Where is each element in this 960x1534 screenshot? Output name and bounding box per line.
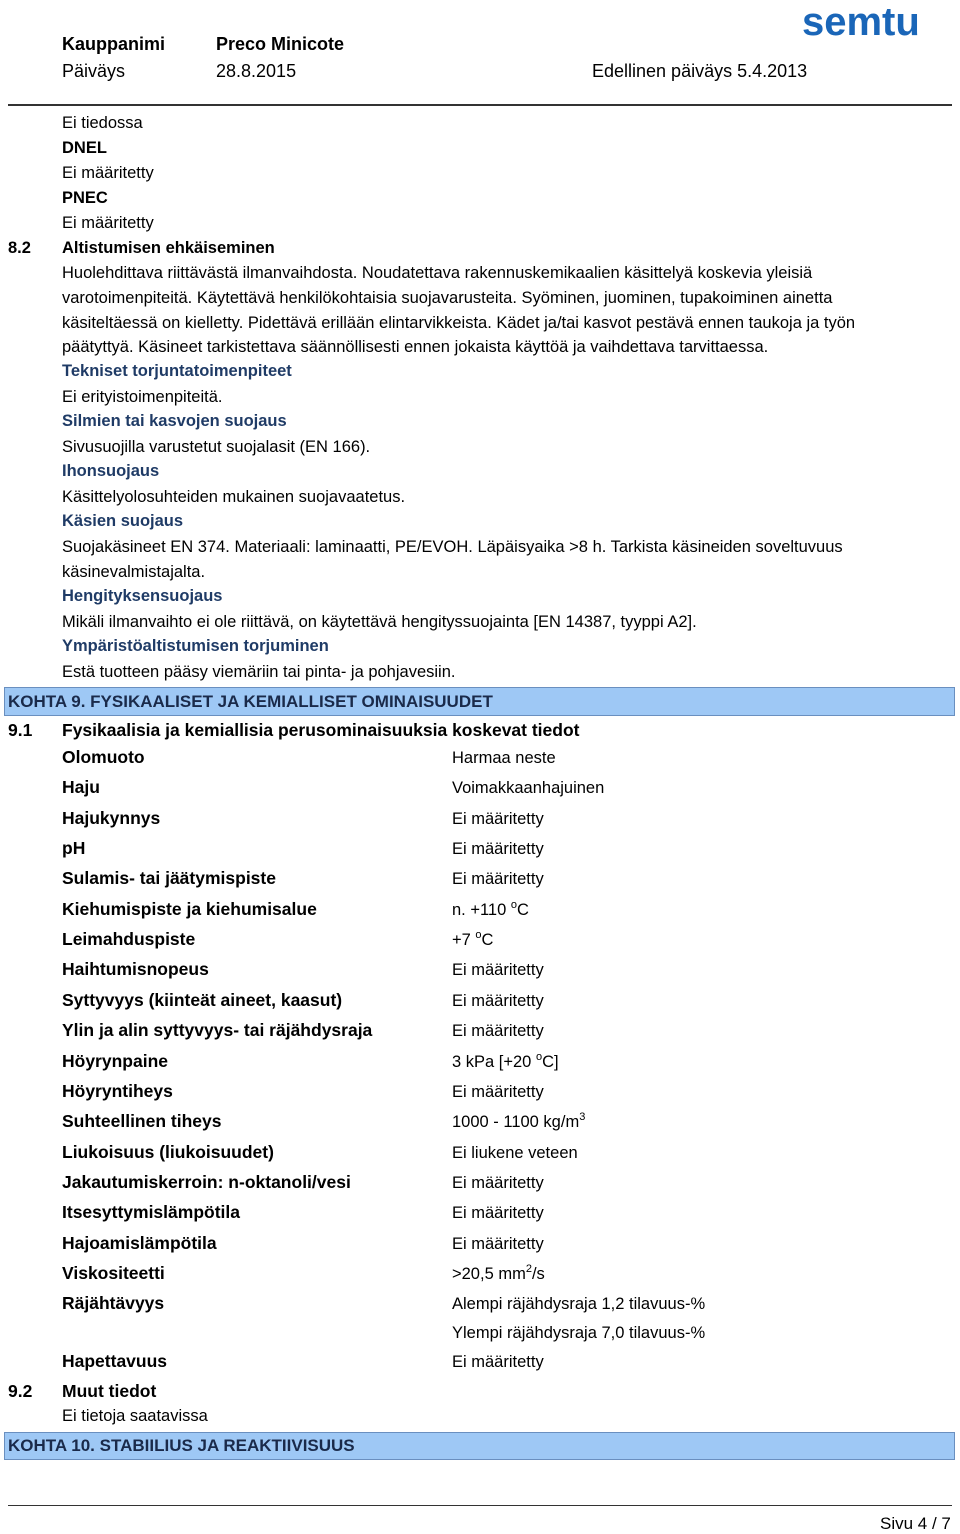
hand-protection-heading: Käsien suojaus xyxy=(62,512,184,530)
section-8-2-paragraph: varotoimenpiteitä. Käytettävä henkilökohtaisia suojavarusteita. Syöminen, juominen, tupakoiminen ainetta xyxy=(62,289,833,307)
section-9-heading: KOHTA 9. FYSIKAALISET JA KEMIALLISET OMINAISUUDET xyxy=(4,687,955,716)
semtu-logo: semtu xyxy=(802,0,920,44)
property-value-text: Alempi räjähdysraja 1,2 tilavuus-% xyxy=(452,1295,706,1313)
section-8-2-paragraph: päätyttyä. Käsineet tarkistettava säännöllisesti ennen jokaista käyttöä ja vaihdettava tarvittaessa. xyxy=(62,338,769,356)
property-value-text: 3 kPa [+20 xyxy=(452,1053,536,1071)
property-value-text: +7 xyxy=(452,931,476,949)
property-value xyxy=(452,1204,544,1223)
section-10-heading: KOHTA 10. STABIILIUS JA REAKTIIVISUUS xyxy=(4,1432,955,1460)
dnel-value: Ei määritetty xyxy=(62,164,154,182)
property-value-text: 1000 - 1100 kg/m xyxy=(452,1113,580,1131)
property-value xyxy=(452,1144,578,1163)
property-value-text: n. +110 xyxy=(452,901,511,919)
property-value xyxy=(452,1295,705,1314)
section-9-2-text: Ei tietoja saatavissa xyxy=(62,1407,208,1425)
property-label: Suhteellinen tiheys xyxy=(62,1111,222,1131)
property-value xyxy=(452,961,544,980)
property-value-text: Ei määritetty xyxy=(452,1235,544,1253)
skin-protection-heading: Ihonsuojaus xyxy=(62,462,160,480)
property-value xyxy=(452,840,544,859)
property-label: Leimahduspiste xyxy=(62,929,196,949)
property-label: Haju xyxy=(62,777,100,797)
pnec-value: Ei määritetty xyxy=(62,214,154,232)
environmental-exposure-heading: Ympäristöaltistumisen torjuminen xyxy=(62,637,329,655)
footer-divider xyxy=(8,1505,952,1506)
property-value xyxy=(452,901,529,920)
property-value-text: Harmaa neste xyxy=(452,749,556,767)
property-value-text: Ei määritetty xyxy=(452,870,544,888)
property-value xyxy=(452,810,544,829)
property-label: Sulamis- tai jäätymispiste xyxy=(62,868,276,888)
property-label: Höyrynpaine xyxy=(62,1051,168,1071)
property-value xyxy=(452,1265,545,1284)
property-value-text: Voimakkaanhajuinen xyxy=(452,779,605,797)
property-value xyxy=(452,870,544,889)
property-label: Hajukynnys xyxy=(62,808,161,828)
property-value-superscript: o xyxy=(535,1051,543,1063)
property-value xyxy=(452,992,544,1011)
property-value-text: Ei määritetty xyxy=(452,1174,544,1192)
property-value xyxy=(452,779,604,798)
property-label: Jakautumiskerroin: n-oktanoli/vesi xyxy=(62,1172,351,1192)
product-name: Preco Minicote xyxy=(216,34,345,54)
product-label: Kauppanimi xyxy=(62,34,166,54)
property-label: pH xyxy=(62,838,86,858)
property-label: Liukoisuus (liukoisuudet) xyxy=(62,1142,274,1162)
property-value-text: Ei liukene veteen xyxy=(452,1144,578,1162)
property-label: Olomuoto xyxy=(62,747,145,767)
section-9-2-number: 9.2 xyxy=(8,1381,33,1401)
property-value-text: >20,5 mm xyxy=(452,1265,526,1283)
hand-protection-text: käsinevalmistajalta. xyxy=(62,563,206,581)
property-value-unit: C xyxy=(481,931,494,949)
hand-protection-text: Suojakäsineet EN 374. Materiaali: laminaatti, PE/EVOH. Läpäisyaika >8 h. Tarkista käsineiden soveltuvuus xyxy=(62,538,843,556)
property-value-text: Ei määritetty xyxy=(452,1022,544,1040)
previous-date: Edellinen päiväys 5.4.2013 xyxy=(592,61,808,81)
property-label: Räjähtävyys xyxy=(62,1293,165,1313)
date-label: Päiväys xyxy=(62,61,126,81)
property-value-superscript: o xyxy=(510,899,517,911)
section-9-1-number: 9.1 xyxy=(8,720,33,740)
skin-protection-text: Käsittelyolosuhteiden mukainen suojavaatetus. xyxy=(62,488,406,506)
property-value xyxy=(452,1083,544,1102)
property-label: Syttyvyys (kiinteät aineet, kaasut) xyxy=(62,990,343,1010)
property-label: Itsesyttymislämpötila xyxy=(62,1202,240,1222)
dnel-heading: DNEL xyxy=(62,139,107,157)
property-label: Kiehumispiste ja kiehumisalue xyxy=(62,899,317,919)
respiratory-protection-text: Mikäli ilmanvaihto ei ole riittävä, on käytettävä hengityssuojainta [EN 14387, tyyppi A2]. xyxy=(62,613,697,631)
property-label: Haihtumisnopeus xyxy=(62,959,209,979)
property-label: Hajoamislämpötila xyxy=(62,1233,217,1253)
property-value-text: Ei määritetty xyxy=(452,840,544,858)
property-value: Ylempi räjähdysraja 7,0 tilavuus-% xyxy=(452,1324,706,1342)
tech-measures-heading: Tekniset torjuntatoimenpiteet xyxy=(62,362,292,380)
page-number: Sivu 4 / 7 xyxy=(880,1514,951,1533)
property-label: Hapettavuus xyxy=(62,1351,168,1371)
property-value-text: Ei määritetty xyxy=(452,1204,544,1222)
property-value xyxy=(452,1113,585,1132)
property-value-text: Ei määritetty xyxy=(452,992,544,1010)
environmental-exposure-text: Estä tuotteen pääsy viemäriin tai pinta- ja pohjavesiin. xyxy=(62,663,456,681)
eye-protection-heading: Silmien tai kasvojen suojaus xyxy=(62,412,287,430)
property-value xyxy=(452,1174,544,1193)
respiratory-protection-heading: Hengityksensuojaus xyxy=(62,587,223,605)
section-8-2-paragraph: käsiteltäessä on kielletty. Pidettävä erillään elintarvikkeista. Kädet ja/tai kasvot pestävä ennen taukoja ja työn xyxy=(62,314,856,332)
property-label: Viskositeetti xyxy=(62,1263,165,1283)
section-9-2-title: Muut tiedot xyxy=(62,1381,157,1401)
property-value-superscript: o xyxy=(475,929,482,941)
header-divider xyxy=(8,104,952,106)
date-value: 28.8.2015 xyxy=(216,61,297,81)
property-value-text: Ei määritetty xyxy=(452,961,544,979)
property-value xyxy=(452,749,556,768)
section-8-2-title: Altistumisen ehkäiseminen xyxy=(62,239,275,257)
property-value xyxy=(452,1053,559,1072)
property-label: Ylin ja alin syttyvyys- tai räjähdysraja xyxy=(62,1020,373,1040)
property-value xyxy=(452,1022,544,1041)
property-value-unit: C] xyxy=(542,1053,559,1071)
property-value xyxy=(452,1353,544,1372)
section-8-2-number: 8.2 xyxy=(8,239,31,257)
unknown-text: Ei tiedossa xyxy=(62,114,143,132)
section-9-1-title: Fysikaalisia ja kemiallisia perusominaisuuksia koskevat tiedot xyxy=(62,720,580,740)
pnec-heading: PNEC xyxy=(62,189,108,207)
property-value-text: Ei määritetty xyxy=(452,1353,544,1371)
property-value xyxy=(452,1235,544,1254)
section-8-2-paragraph: Huolehdittava riittävästä ilmanvaihdosta. Noudatettava rakennuskemikaalien käsittelyä koskevia yleisiä xyxy=(62,264,813,282)
eye-protection-text: Sivusuojilla varustetut suojalasit (EN 166). xyxy=(62,438,371,456)
property-value-unit: /s xyxy=(531,1265,545,1283)
tech-measures-text: Ei erityistoimenpiteitä. xyxy=(62,388,223,406)
property-value-superscript: 2 xyxy=(525,1263,532,1275)
property-label: Höyryntiheys xyxy=(62,1081,173,1101)
property-value xyxy=(452,931,493,950)
property-value-text: Ei määritetty xyxy=(452,810,544,828)
property-value-text: Ei määritetty xyxy=(452,1083,544,1101)
property-value-superscript: 3 xyxy=(579,1111,586,1123)
property-value-unit: C xyxy=(517,901,529,919)
